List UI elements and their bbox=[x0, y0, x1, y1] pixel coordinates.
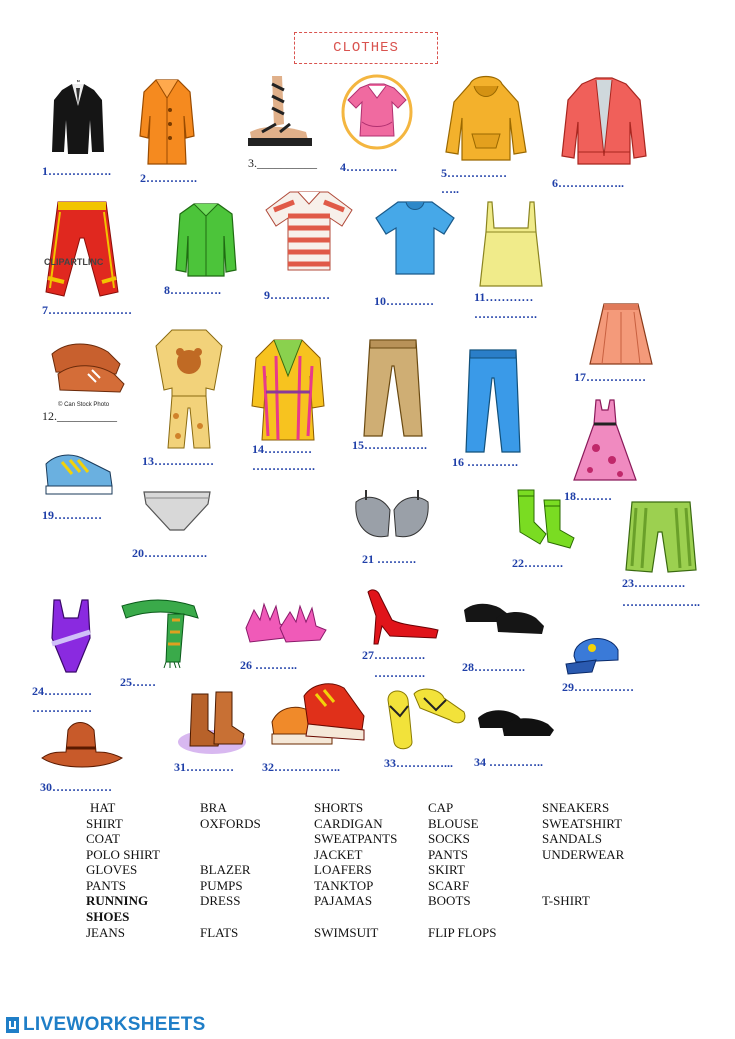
answer-blank[interactable]: 24………… bbox=[32, 684, 92, 698]
word-bank-item: SOCKS bbox=[428, 831, 470, 846]
pants-picture bbox=[360, 336, 426, 440]
answer-blank[interactable]: 26 ……….. bbox=[240, 658, 297, 672]
word-bank-item: OXFORDS bbox=[200, 815, 261, 831]
word-bank-item: BLAZER bbox=[200, 862, 251, 877]
word-bank-item: HAT bbox=[90, 800, 116, 815]
sweatshirt-picture bbox=[444, 74, 528, 166]
word-bank-item: T-SHIRT bbox=[542, 893, 590, 908]
word-bank-item: GLOVES bbox=[86, 862, 138, 877]
answer-blank[interactable]: 29…………… bbox=[562, 680, 634, 694]
jacket-picture bbox=[560, 76, 648, 170]
cardigan-picture bbox=[250, 336, 326, 444]
word-bank-item: TANKTOP bbox=[314, 877, 374, 893]
answer-blank[interactable]: 23…………. bbox=[622, 576, 685, 590]
word-bank-item: FLATS bbox=[200, 924, 239, 940]
word-bank-item: SWIMSUIT bbox=[314, 924, 379, 940]
word-bank-item: SHOES bbox=[86, 908, 130, 924]
answer-blank[interactable]: 6…………….. bbox=[552, 176, 624, 190]
answer-blank[interactable]: 27…………. bbox=[362, 648, 425, 662]
polo-shirt-picture bbox=[264, 186, 354, 272]
underwear-picture bbox=[140, 486, 214, 534]
sweatpants-picture bbox=[40, 198, 124, 302]
word-bank-item: PANTS bbox=[86, 877, 126, 893]
shirt-picture bbox=[174, 200, 238, 278]
word-bank-item: JACKET bbox=[314, 846, 363, 862]
flats-picture bbox=[472, 700, 556, 740]
word-bank-item: CAP bbox=[428, 800, 454, 815]
word-bank-item: RUNNING bbox=[86, 893, 149, 908]
liveworksheets-icon bbox=[6, 1017, 19, 1033]
sandal-picture bbox=[246, 74, 316, 150]
answer-blank[interactable]: 22………. bbox=[512, 556, 563, 570]
word-bank-item: SNEAKERS bbox=[542, 800, 610, 815]
answer-blank[interactable]: 10………… bbox=[374, 294, 434, 308]
answer-blank[interactable]: 8…………. bbox=[164, 283, 221, 297]
answer-blank[interactable]: 28…………. bbox=[462, 660, 525, 674]
answer-blank[interactable]: 32…………….. bbox=[262, 760, 340, 774]
answer-blank[interactable]: 11………… bbox=[474, 290, 534, 304]
answer-blank[interactable]: 14………… bbox=[252, 442, 312, 456]
answer-blank[interactable]: ……………….. bbox=[622, 595, 700, 609]
blouse-picture bbox=[340, 72, 414, 150]
word-bank-item: BOOTS bbox=[428, 893, 471, 908]
scarf-picture bbox=[118, 596, 202, 670]
word-bank-item: PUMPS bbox=[200, 877, 243, 893]
answer-blank[interactable]: 34 ………….. bbox=[474, 755, 543, 769]
answer-blank[interactable]: ….. bbox=[441, 182, 459, 196]
watermark-text: CLIPARTLINC bbox=[44, 257, 104, 267]
word-bank-item: JEANS bbox=[86, 924, 126, 940]
blazer-picture bbox=[50, 80, 106, 156]
answer-blank[interactable]: 33…………... bbox=[384, 756, 453, 770]
answer-blank[interactable]: 30…………… bbox=[40, 780, 112, 794]
answer-blank[interactable]: 25…… bbox=[120, 675, 156, 689]
word-bank-item: UNDERWEAR bbox=[542, 846, 625, 862]
boots-picture bbox=[176, 690, 250, 756]
answer-blank[interactable]: 16 …………. bbox=[452, 455, 518, 469]
t-shirt-picture bbox=[374, 198, 456, 276]
word-bank-item: BLOUSE bbox=[428, 815, 479, 831]
answer-blank[interactable]: ……………. bbox=[252, 459, 315, 473]
word-bank-item: PAJAMAS bbox=[314, 893, 373, 908]
answer-blank[interactable]: 17…………… bbox=[574, 370, 646, 384]
tanktop-picture bbox=[474, 198, 548, 290]
answer-blank[interactable]: 12.__________ bbox=[42, 409, 117, 423]
answer-blank[interactable]: …………… bbox=[32, 701, 92, 715]
cap-picture bbox=[562, 626, 622, 680]
word-bank-item: POLO SHIRT bbox=[86, 846, 160, 862]
oxfords-picture bbox=[48, 334, 128, 398]
answer-blank[interactable]: 21 ………. bbox=[362, 552, 416, 566]
answer-blank[interactable]: 5…………… bbox=[441, 166, 507, 180]
word-bank-item: BRA bbox=[200, 800, 227, 815]
brand-name: LIVEWORKSHEETS bbox=[23, 1014, 206, 1035]
word-bank-item: FLIP FLOPS bbox=[428, 924, 497, 940]
word-bank-item: SCARF bbox=[428, 877, 470, 893]
dress-picture bbox=[572, 396, 638, 486]
word-bank-item: SWEATPANTS bbox=[314, 831, 398, 846]
worksheet-title: CLOTHES bbox=[294, 32, 438, 64]
word-bank-item: PANTS bbox=[428, 846, 468, 862]
answer-blank[interactable]: 4…………. bbox=[340, 160, 397, 174]
answer-blank[interactable]: 7………………… bbox=[42, 303, 132, 317]
black-shoes-picture bbox=[460, 598, 546, 638]
jeans-picture bbox=[464, 346, 522, 456]
word-bank-item: SANDALS bbox=[542, 831, 602, 846]
answer-blank[interactable]: 15……………. bbox=[352, 438, 427, 452]
bra-picture bbox=[352, 486, 432, 544]
shorts-picture bbox=[624, 496, 698, 576]
word-bank-item: COAT bbox=[86, 831, 120, 846]
answer-blank[interactable]: 31………… bbox=[174, 760, 234, 774]
word-bank-item: LOAFERS bbox=[314, 862, 372, 877]
copyright-text: © Can Stock Photo bbox=[58, 402, 110, 408]
word-bank-item: SHIRT bbox=[86, 815, 123, 831]
pumps-picture bbox=[364, 586, 442, 646]
hat-picture bbox=[40, 718, 124, 778]
word-bank-item: DRESS bbox=[200, 893, 241, 908]
answer-blank[interactable]: ……………. bbox=[474, 307, 537, 321]
swimsuit-picture bbox=[44, 598, 98, 676]
answer-blank[interactable]: 13…………… bbox=[142, 454, 214, 468]
sneakers-picture bbox=[264, 676, 368, 756]
liveworksheets-logo bbox=[6, 1014, 206, 1036]
answer-blank[interactable]: 3.__________ bbox=[248, 156, 317, 170]
word-bank-item: CARDIGAN bbox=[314, 815, 383, 831]
coat-picture bbox=[138, 76, 196, 168]
answer-blank[interactable]: 20……………. bbox=[132, 546, 207, 560]
answer-blank[interactable]: …………. bbox=[374, 666, 425, 680]
gloves-picture bbox=[240, 598, 330, 646]
answer-blank[interactable]: 9…………… bbox=[264, 288, 330, 302]
word-bank-item: SWEATSHIRT bbox=[542, 815, 623, 831]
word-bank-item: SHORTS bbox=[314, 800, 364, 815]
word-bank-item: SKIRT bbox=[428, 862, 465, 877]
answer-blank[interactable]: 2…………. bbox=[140, 171, 197, 185]
answer-blank[interactable]: 18……… bbox=[564, 489, 612, 503]
pajamas-picture bbox=[154, 326, 224, 452]
running-shoes-picture bbox=[42, 446, 116, 498]
answer-blank[interactable]: 19………… bbox=[42, 508, 102, 522]
flip-flops-picture bbox=[384, 686, 468, 752]
answer-blank[interactable]: 1……………. bbox=[42, 164, 111, 178]
skirt-picture bbox=[586, 300, 656, 370]
